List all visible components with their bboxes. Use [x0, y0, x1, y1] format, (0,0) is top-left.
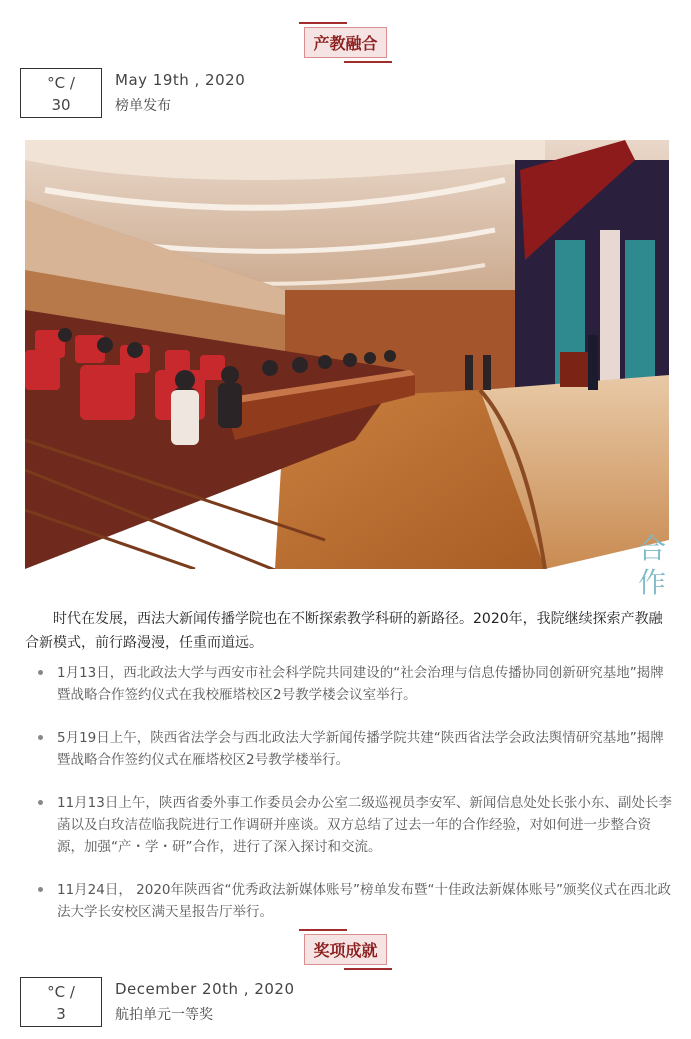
event-subtitle: 航拍单元一等奖	[115, 1007, 213, 1023]
temperature-box	[20, 68, 102, 118]
event-subtitle: 榜单发布	[115, 98, 171, 114]
auditorium-photo	[25, 140, 669, 569]
vertical-char: 合	[637, 532, 666, 565]
section-title-1	[0, 27, 691, 58]
temperature-value: 30	[51, 96, 71, 114]
vertical-decor-text	[636, 532, 668, 600]
list-item: 11月13日上午，陕西省委外事工作委员会办公室二级巡视员李安军、新闻信息处处长张小东、副处长李菡以及白玫洁莅临我院进行工作调研并座谈。双方总结了过去一年的合作经验，对如何进一步整合资源，加强“产・学・研”合作，进行了深入探讨和交流。	[25, 792, 675, 858]
list-item: 11月24日， 2020年陕西省“优秀政法新媒体账号”榜单发布暨“十佳政法新媒体账号”颁奖仪式在西北政法大学长安校区满天星报告厅举行。	[25, 879, 675, 923]
temperature-box	[20, 977, 102, 1027]
vertical-char: 作	[637, 566, 666, 599]
list-item: 5月19日上午，陕西省法学会与西北政法大学新闻传播学院共建“陕西省法学会政法舆情研究基地”揭牌暨战略合作签约仪式在雁塔校区2号教学楼举行。	[25, 727, 675, 771]
temperature-value: 3	[56, 1005, 66, 1023]
list-item: 1月13日，西北政法大学与西安市社会科学院共同建设的“社会治理与信息传播协同创新研究基地”揭牌暨战略合作签约仪式在我校雁塔校区2号教学楼会议室举行。	[25, 662, 675, 706]
event-date: May 19th , 2020	[115, 71, 246, 89]
section-tag: 产教融合	[304, 27, 386, 58]
temperature-unit: °C /	[47, 74, 75, 92]
section-title-2	[0, 934, 691, 965]
intro-paragraph: 时代在发展，西法大新闻传播学院也在不断探索教学科研的新路径。2020年，我院继续探索产教融合新模式，前行路漫漫，任重而道远。	[25, 611, 663, 651]
section-tag: 奖项成就	[304, 934, 386, 965]
news-list	[25, 662, 675, 944]
temperature-unit: °C /	[47, 983, 75, 1001]
event-date: December 20th , 2020	[115, 980, 295, 998]
